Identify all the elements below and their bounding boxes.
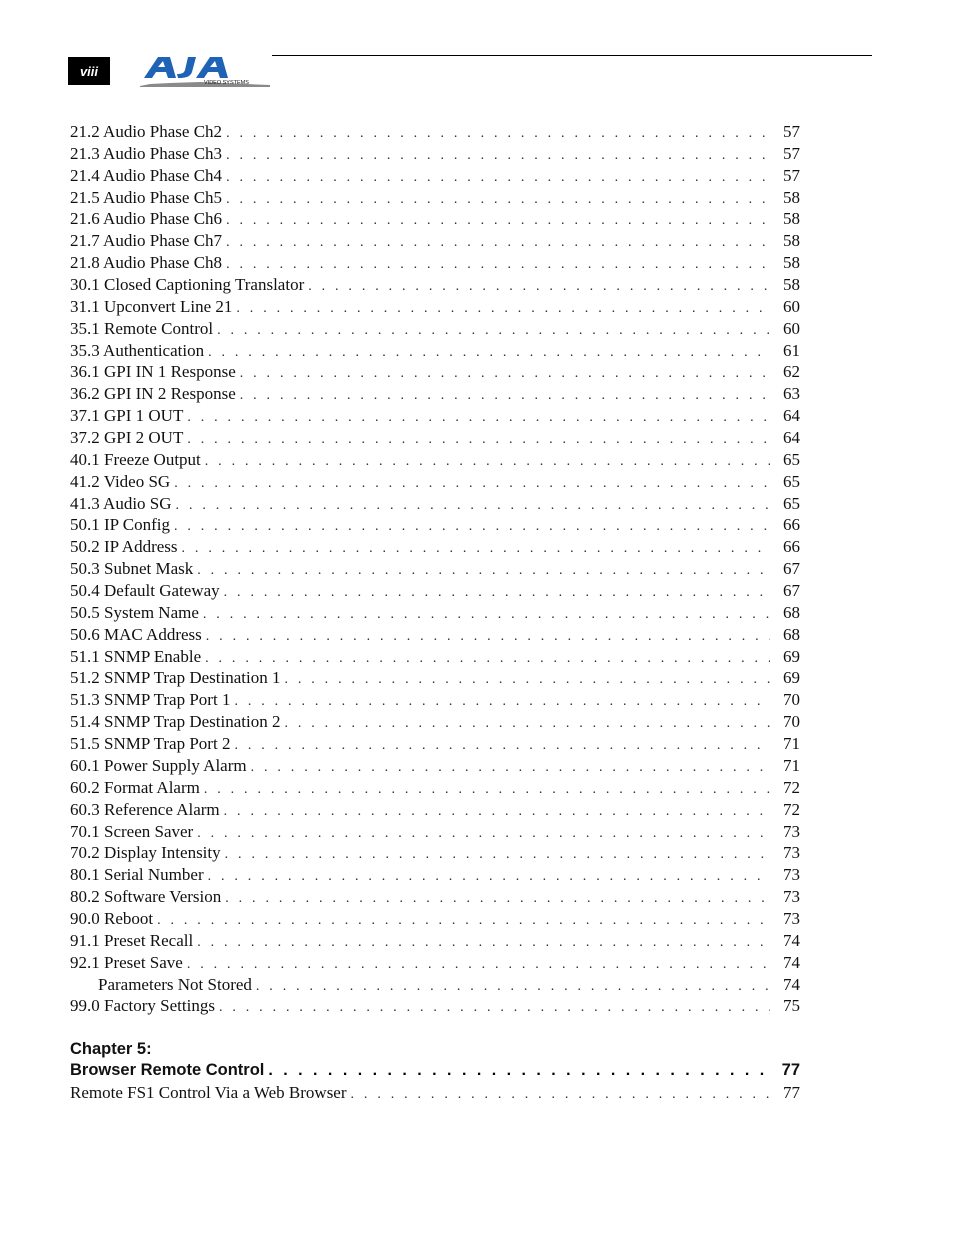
toc-label: 60.1 Power Supply Alarm <box>70 755 247 775</box>
toc-row[interactable] <box>70 471 800 493</box>
toc-row[interactable] <box>70 799 800 821</box>
dot-leader <box>234 735 770 757</box>
toc-row[interactable] <box>70 427 800 449</box>
dot-leader <box>208 866 770 888</box>
toc-row[interactable] <box>70 361 800 383</box>
toc-label: 51.4 SNMP Trap Destination 2 <box>70 712 281 732</box>
toc-row[interactable] <box>70 886 800 908</box>
header-rule <box>272 55 872 56</box>
toc-label: 37.2 GPI 2 OUT <box>70 428 184 448</box>
toc-row[interactable] <box>70 252 800 274</box>
toc-row[interactable] <box>70 558 800 580</box>
toc-page: 60 <box>783 296 800 316</box>
dot-leader <box>204 779 770 801</box>
toc-page: 65 <box>783 493 800 513</box>
dot-leader <box>351 1084 770 1106</box>
toc-row[interactable] <box>70 1082 800 1104</box>
toc-label: 21.4 Audio Phase Ch4 <box>70 165 223 185</box>
toc-label: 30.1 Closed Captioning Translator <box>70 275 305 295</box>
toc-row[interactable] <box>70 296 800 318</box>
toc-row[interactable] <box>70 711 800 733</box>
toc-label: 21.6 Audio Phase Ch6 <box>70 209 223 229</box>
toc-row[interactable] <box>70 733 800 755</box>
dot-leader <box>187 429 770 451</box>
toc-label: 51.2 SNMP Trap Destination 1 <box>70 668 281 688</box>
dot-leader <box>240 363 770 385</box>
toc-row[interactable] <box>70 165 800 187</box>
dot-leader <box>268 1060 770 1082</box>
toc-page: 74 <box>783 974 800 994</box>
toc-row[interactable] <box>70 405 800 427</box>
dot-leader <box>197 823 770 845</box>
toc-page: 73 <box>783 843 800 863</box>
dot-leader <box>284 713 770 735</box>
dot-leader <box>226 254 770 276</box>
toc-label: 35.3 Authentication <box>70 340 205 360</box>
aja-logo <box>140 54 272 88</box>
toc-page: 70 <box>783 690 800 710</box>
toc-label: 31.1 Upconvert Line 21 <box>70 296 233 316</box>
toc-row[interactable] <box>70 143 800 165</box>
dot-leader <box>234 691 770 713</box>
dot-leader <box>226 167 770 189</box>
toc-row[interactable] <box>70 514 800 536</box>
dot-leader <box>182 538 770 560</box>
dot-leader <box>205 648 770 670</box>
dot-leader <box>205 451 770 473</box>
toc-label: 35.1 Remote Control <box>70 318 214 338</box>
toc-page: 73 <box>783 821 800 841</box>
dot-leader <box>174 473 770 495</box>
toc-page: 58 <box>783 275 800 295</box>
toc-row[interactable] <box>70 821 800 843</box>
dot-leader <box>240 385 770 407</box>
dot-leader <box>225 888 770 910</box>
toc-page: 61 <box>783 340 800 360</box>
toc-row[interactable] <box>70 208 800 230</box>
toc-row[interactable] <box>70 974 800 996</box>
toc-page: 73 <box>783 908 800 928</box>
toc-label: 80.1 Serial Number <box>70 865 204 885</box>
toc-row[interactable] <box>70 646 800 668</box>
toc-page: 75 <box>783 996 800 1016</box>
toc-list <box>70 121 800 1017</box>
toc-label: 51.1 SNMP Enable <box>70 646 202 666</box>
toc-label: 21.8 Audio Phase Ch8 <box>70 253 223 273</box>
toc-row[interactable] <box>70 667 800 689</box>
toc-page: 64 <box>783 406 800 426</box>
toc-page: 67 <box>783 559 800 579</box>
chapter-title-row[interactable] <box>70 1060 800 1082</box>
toc-label: 50.4 Default Gateway <box>70 581 220 601</box>
dot-leader <box>256 976 770 998</box>
toc-page: 57 <box>783 165 800 185</box>
toc-row[interactable] <box>70 536 800 558</box>
toc-page: 62 <box>783 362 800 382</box>
toc-row[interactable] <box>70 493 800 515</box>
toc-label: 60.3 Reference Alarm <box>70 799 220 819</box>
chapter-heading <box>70 1038 800 1082</box>
dot-leader <box>208 342 770 364</box>
toc-page: 58 <box>783 231 800 251</box>
toc-page: 65 <box>783 471 800 491</box>
toc-page: 64 <box>783 428 800 448</box>
dot-leader <box>226 189 770 211</box>
toc-row[interactable] <box>70 580 800 602</box>
toc-label: 21.2 Audio Phase Ch2 <box>70 122 223 141</box>
toc-page: 72 <box>783 777 800 797</box>
toc-label: 40.1 Freeze Output <box>70 449 201 469</box>
toc-page: 69 <box>783 668 800 688</box>
toc-label: 37.1 GPI 1 OUT <box>70 406 184 426</box>
dot-leader <box>284 669 770 691</box>
toc-label: 41.2 Video SG <box>70 471 171 491</box>
toc-page: 63 <box>783 384 800 404</box>
dot-leader <box>176 495 770 517</box>
toc-label: 51.5 SNMP Trap Port 2 <box>70 734 231 754</box>
toc-label: 50.2 IP Address <box>70 537 178 557</box>
dot-leader <box>197 932 770 954</box>
toc-row[interactable] <box>70 187 800 209</box>
toc-row[interactable] <box>70 230 800 252</box>
toc-label: 21.5 Audio Phase Ch5 <box>70 187 223 207</box>
chapter-page: 77 <box>781 1061 800 1079</box>
toc-page: 58 <box>783 253 800 273</box>
toc-page: 74 <box>783 952 800 972</box>
toc-row[interactable] <box>70 318 800 340</box>
dot-leader <box>225 844 770 866</box>
toc-page: 66 <box>783 515 800 535</box>
toc-label: 51.3 SNMP Trap Port 1 <box>70 690 231 710</box>
dot-leader <box>174 516 770 538</box>
chapter-title: Browser Remote Control <box>70 1061 265 1079</box>
toc-label: 50.3 Subnet Mask <box>70 559 194 579</box>
toc-label: Remote FS1 Control Via a Web Browser <box>70 1083 347 1102</box>
dot-leader <box>226 232 770 254</box>
toc-label: 41.3 Audio SG <box>70 493 172 513</box>
toc-page: 74 <box>783 930 800 950</box>
toc-label: 70.1 Screen Saver <box>70 821 194 841</box>
toc-row[interactable] <box>70 864 800 886</box>
toc-label: 90.0 Reboot <box>70 908 154 928</box>
dot-leader <box>187 407 770 429</box>
toc-page: 60 <box>783 318 800 338</box>
dot-leader <box>157 910 770 932</box>
toc-page: 77 <box>783 1083 800 1102</box>
toc-page: 68 <box>783 602 800 622</box>
toc-row[interactable] <box>70 274 800 296</box>
dot-leader <box>226 210 770 232</box>
dot-leader <box>203 604 770 626</box>
toc-label: 36.2 GPI IN 2 Response <box>70 384 236 404</box>
aja-logo-icon <box>140 54 272 88</box>
toc-page: 66 <box>783 537 800 557</box>
toc-page: 69 <box>783 646 800 666</box>
toc-page: 58 <box>783 187 800 207</box>
logo-subtext: VIDEO SYSTEMS <box>204 80 249 86</box>
dot-leader <box>251 757 770 779</box>
toc-row[interactable] <box>70 340 800 362</box>
toc-row[interactable] <box>70 952 800 974</box>
toc-page: 71 <box>783 734 800 754</box>
toc-label: 21.3 Audio Phase Ch3 <box>70 143 223 163</box>
toc-row[interactable] <box>70 449 800 471</box>
dot-leader <box>206 626 770 648</box>
toc-page: 58 <box>783 209 800 229</box>
toc-page: 73 <box>783 865 800 885</box>
toc-row[interactable] <box>70 755 800 777</box>
page-number-badge <box>68 57 110 85</box>
chapter-number: Chapter 5: <box>70 1040 152 1058</box>
toc-row[interactable] <box>70 995 800 1017</box>
toc-page: 65 <box>783 449 800 469</box>
toc-row[interactable] <box>70 383 800 405</box>
toc-label: 50.1 IP Config <box>70 515 170 535</box>
toc-page: 57 <box>783 122 800 141</box>
toc-row[interactable] <box>70 689 800 711</box>
toc-label: 91.1 Preset Recall <box>70 930 194 950</box>
toc-page: 70 <box>783 712 800 732</box>
toc-label: 21.7 Audio Phase Ch7 <box>70 231 223 251</box>
toc-page: 57 <box>783 143 800 163</box>
dot-leader <box>197 560 770 582</box>
dot-leader <box>224 801 770 823</box>
toc-label: 36.1 GPI IN 1 Response <box>70 362 236 382</box>
toc-row[interactable] <box>70 842 800 864</box>
toc-row[interactable] <box>70 624 800 646</box>
toc-label: 92.1 Preset Save <box>70 952 183 972</box>
toc-page: 73 <box>783 887 800 907</box>
toc-label: 50.6 MAC Address <box>70 624 202 644</box>
toc-label: 80.2 Software Version <box>70 887 222 907</box>
toc-label: 70.2 Display Intensity <box>70 843 221 863</box>
dot-leader <box>226 123 770 145</box>
toc-page: 68 <box>783 624 800 644</box>
dot-leader <box>308 276 770 298</box>
dot-leader <box>236 298 770 320</box>
page-number: viii <box>79 63 99 79</box>
toc-label: 99.0 Factory Settings <box>70 996 215 1016</box>
toc-row[interactable] <box>70 908 800 930</box>
dot-leader <box>187 954 770 976</box>
toc-page: 71 <box>783 755 800 775</box>
toc-label: 50.5 System Name <box>70 602 199 622</box>
toc-label: Parameters Not Stored <box>98 974 252 994</box>
toc-row[interactable] <box>70 602 800 624</box>
toc-page: 67 <box>783 581 800 601</box>
dot-leader <box>224 582 770 604</box>
dot-leader <box>217 320 770 342</box>
toc-row[interactable] <box>70 930 800 952</box>
chapter-subentry <box>70 1082 800 1104</box>
toc-label: 60.2 Format Alarm <box>70 777 200 797</box>
dot-leader <box>219 997 770 1019</box>
toc-page: 72 <box>783 799 800 819</box>
toc-row[interactable] <box>70 777 800 799</box>
dot-leader <box>226 145 770 167</box>
toc-row[interactable] <box>70 121 800 143</box>
